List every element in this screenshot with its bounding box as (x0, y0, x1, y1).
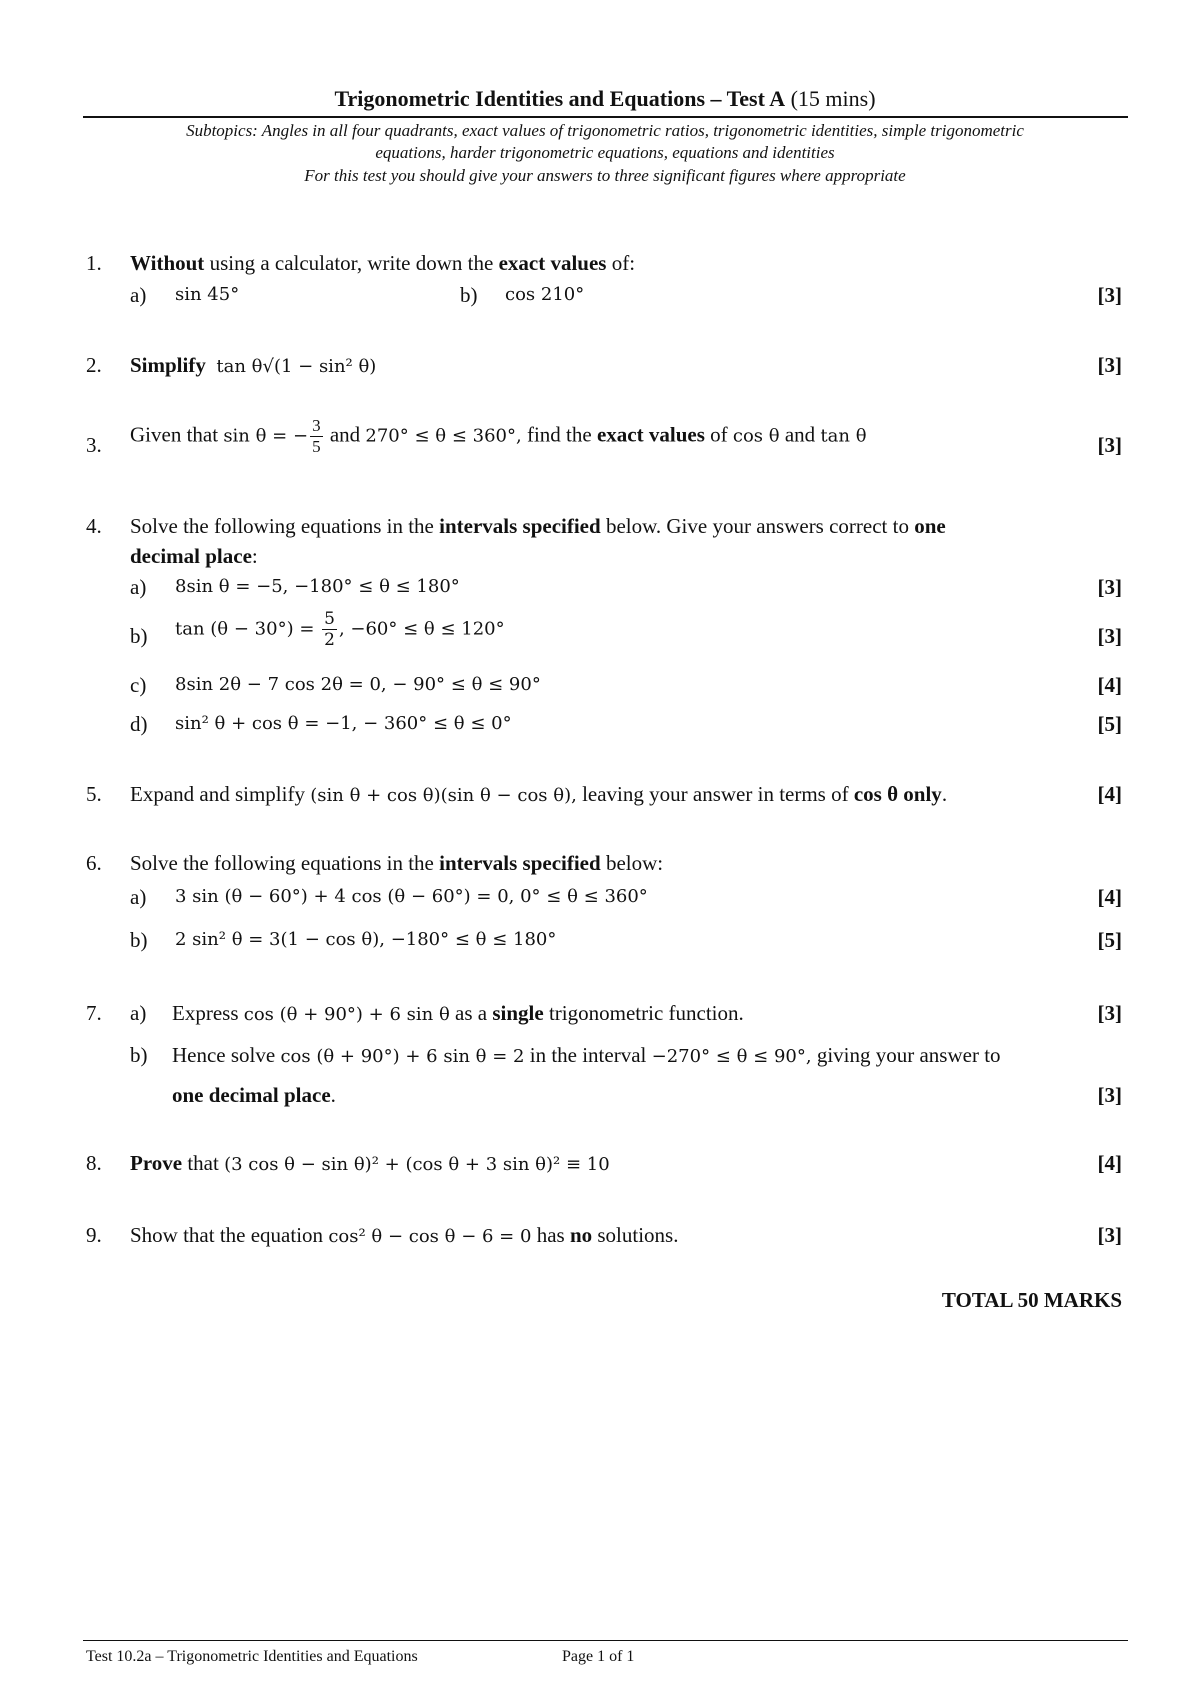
question-number: 4. (86, 514, 102, 538)
marks: [3] (1097, 283, 1122, 307)
subtopics-line-2: equations, harder trigonometric equations, equations and identities (375, 143, 835, 162)
question-text: Expand and simplify (sin θ + cos θ)(sin θ − cos θ), leaving your answer in terms of cos θ only. (130, 782, 948, 806)
part-label: d) (130, 712, 148, 736)
part-math: 3 sin (θ − 60°) + 4 cos (θ − 60°) = 0, 0° ≤ θ ≤ 360° (175, 886, 648, 907)
part-math: cos 210° (505, 284, 585, 305)
question-text: Given that sin θ = − $\frac{3}{5}$ and 270° ≤ θ ≤ 360°, find the exact values of cos θ and tan θ (130, 416, 867, 456)
part-label: a) (130, 575, 147, 599)
part-label: b) (460, 283, 478, 307)
question-text: Simplify tan θ√(1 − sin² θ) (130, 353, 377, 377)
marks: [3] (1097, 1083, 1122, 1107)
fraction: $\frac{5}{2}$ (324, 609, 335, 650)
question-text: Without using a calculator, write down the exact values of: (130, 251, 636, 275)
marks: [3] (1097, 624, 1122, 648)
question-number: 7. (86, 1001, 102, 1025)
part-label: b) (130, 624, 148, 648)
part-math: 8sin 2θ − 7 cos 2θ = 0, − 90° ≤ θ ≤ 90° (175, 674, 541, 695)
total-marks: TOTAL 50 MARKS (941, 1288, 1122, 1312)
part-math: 8sin θ = −5, −180° ≤ θ ≤ 180° (175, 576, 460, 597)
marks: [5] (1097, 928, 1122, 952)
question-number: 2. (86, 353, 102, 377)
question-text-cont: one decimal place. (172, 1083, 336, 1107)
question-text: Hence solve cos (θ + 90°) + 6 sin θ = 2 in the interval −270° ≤ θ ≤ 90°, giving your answer to (172, 1043, 1001, 1067)
footer-page-number: Page 1 of 1 (562, 1648, 635, 1665)
question-number: 9. (86, 1223, 102, 1247)
part-label: a) (130, 283, 147, 307)
question-text: Solve the following equations in the intervals specified below: (130, 851, 664, 875)
instruction: For this test you should give your answers to three significant figures where appropriate (304, 166, 906, 185)
part-label: b) (130, 928, 148, 952)
question-number: 3. (86, 433, 102, 457)
marks: [4] (1097, 885, 1122, 909)
part-label: b) (130, 1043, 148, 1067)
part-math: 2 sin² θ = 3(1 − cos θ), −180° ≤ θ ≤ 180° (175, 929, 557, 950)
part-math: sin 45° (175, 284, 240, 305)
title-divider (83, 116, 1128, 118)
question-text: Prove that (3 cos θ − sin θ)² + (cos θ + 3 sin θ)² ≡ 10 (130, 1151, 610, 1175)
footer-test-name: Test 10.2a – Trigonometric Identities and Equations (86, 1648, 418, 1665)
marks: [4] (1097, 1151, 1122, 1175)
part-label: a) (130, 885, 147, 909)
marks: [3] (1097, 1223, 1122, 1247)
question-number: 5. (86, 782, 102, 806)
question-text: Express cos (θ + 90°) + 6 sin θ as a single trigonometric function. (172, 1001, 744, 1025)
fraction: $\frac{3}{5}$ (312, 416, 321, 456)
marks: [3] (1097, 575, 1122, 599)
part-math: sin² θ + cos θ = −1, − 360° ≤ θ ≤ 0° (175, 713, 512, 734)
marks: [3] (1097, 433, 1122, 457)
question-number: 8. (86, 1151, 102, 1175)
part-math: tan (θ − 30°) = $\frac{5}{2}$ , −60° ≤ θ ≤ 120° (175, 609, 505, 650)
question-number: 6. (86, 851, 102, 875)
footer-divider (83, 1640, 1128, 1641)
subtopics-line-1: Subtopics: Angles in all four quadrants, exact values of trigonometric ratios, trigonometric identities, simple trigonometric (186, 121, 1024, 140)
page-title: Trigonometric Identities and Equations – Test A (15 mins) (334, 86, 876, 111)
question-text: Show that the equation cos² θ − cos θ − 6 = 0 has no solutions. (130, 1223, 679, 1247)
question-text: Solve the following equations in the intervals specified below. Give your answers correct to one (130, 514, 946, 538)
marks: [5] (1097, 712, 1122, 736)
question-text-cont: decimal place: (130, 544, 258, 568)
marks: [4] (1097, 673, 1122, 697)
marks: [4] (1097, 782, 1122, 806)
part-label: c) (130, 673, 147, 697)
marks: [3] (1097, 353, 1122, 377)
marks: [3] (1097, 1001, 1122, 1025)
part-label: a) (130, 1001, 147, 1025)
question-number: 1. (86, 251, 102, 275)
